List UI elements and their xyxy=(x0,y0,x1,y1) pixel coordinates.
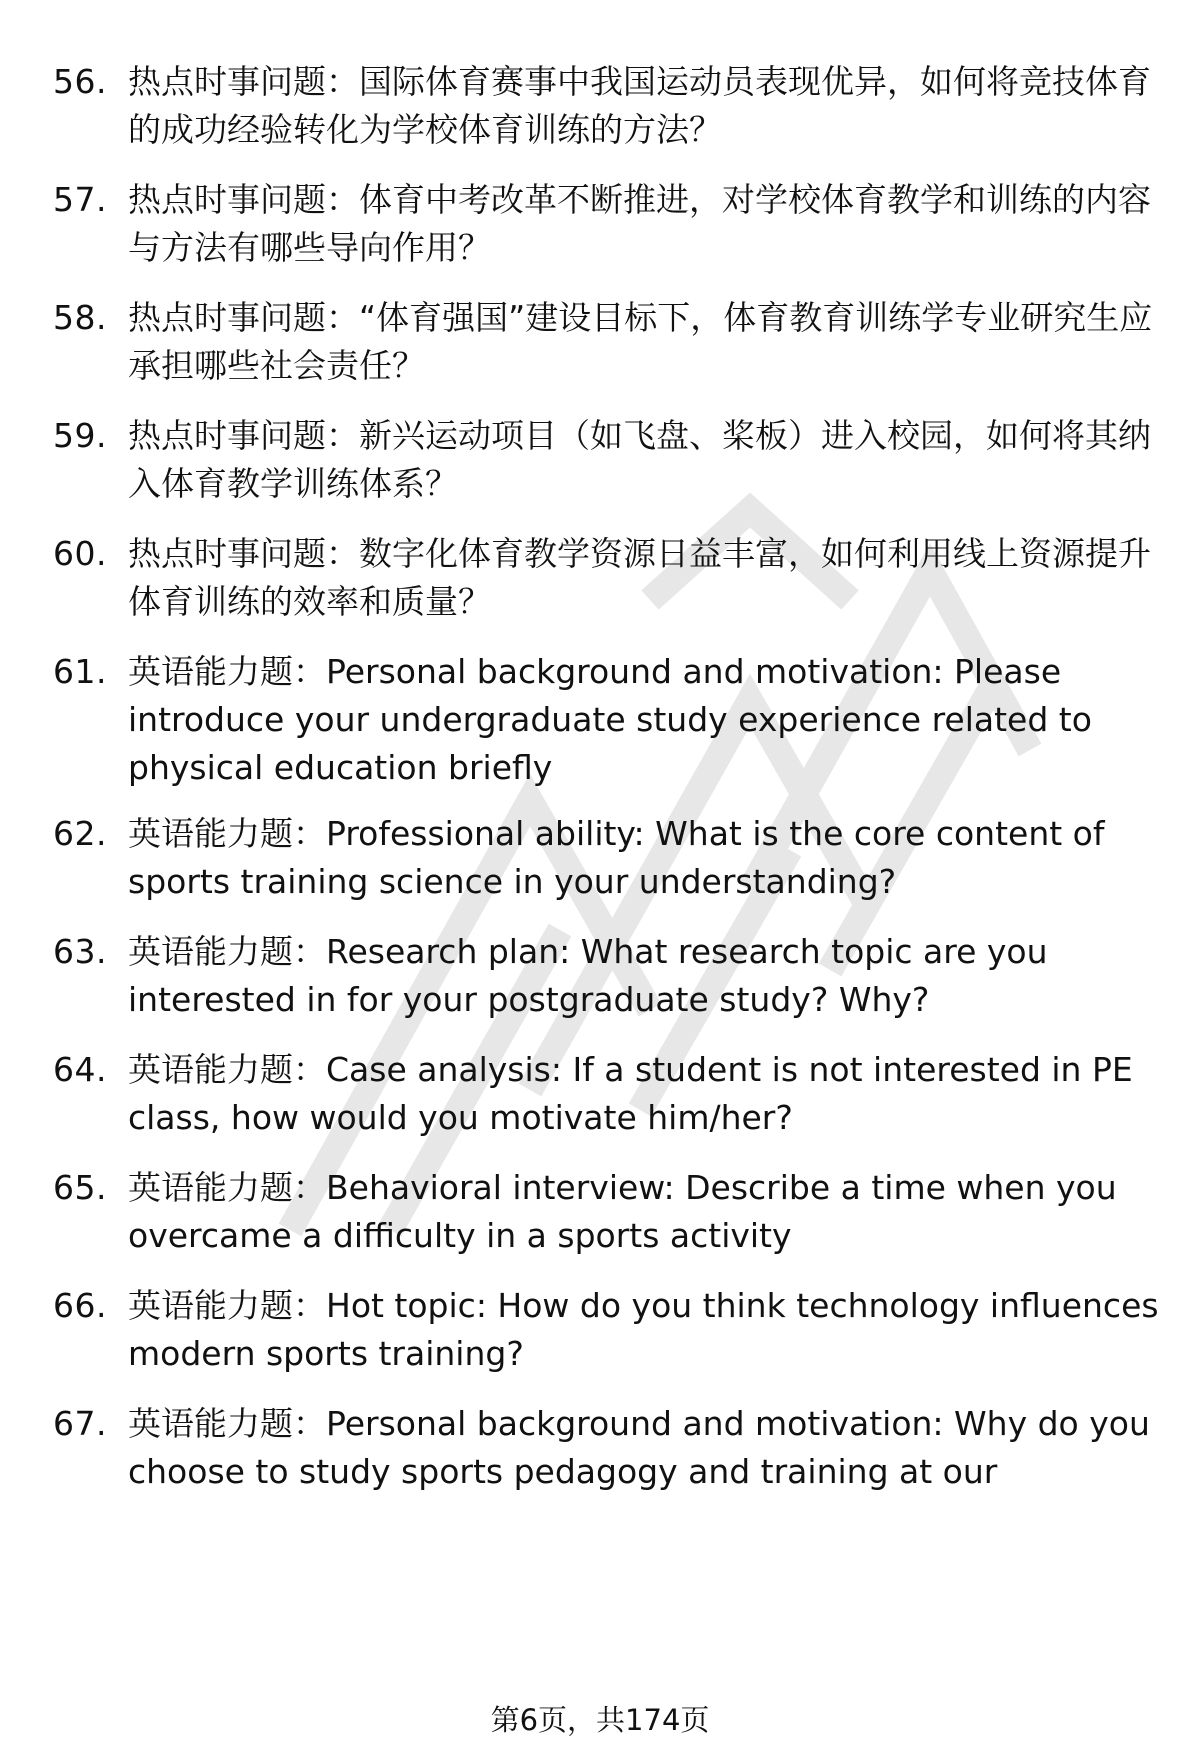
question-item-60 xyxy=(53,530,1163,626)
question-text: Personal background and motivation: Why do you choose to study sports pedagogy and training at our xyxy=(128,1404,1150,1491)
question-body xyxy=(128,1282,1163,1378)
question-item-66 xyxy=(53,1282,1163,1378)
question-category: 英语能力题： xyxy=(128,814,326,853)
question-category: 英语能力题： xyxy=(128,1286,326,1325)
question-body xyxy=(128,294,1163,390)
question-number: 56. xyxy=(53,62,107,101)
question-text: Hot topic: How do you think technology influences modern sports training? xyxy=(128,1286,1159,1373)
question-body xyxy=(128,412,1163,508)
question-category: 热点时事问题： xyxy=(128,62,359,101)
question-category: 热点时事问题： xyxy=(128,416,359,455)
question-item-56 xyxy=(53,58,1163,154)
question-item-58 xyxy=(53,294,1163,390)
question-body xyxy=(128,1164,1163,1260)
question-body xyxy=(128,530,1163,626)
question-number: 62. xyxy=(53,814,107,853)
question-category: 英语能力题： xyxy=(128,1404,326,1443)
question-body xyxy=(128,648,1163,792)
question-text: Behavioral interview: Describe a time when you overcame a difficulty in a sports activity xyxy=(128,1168,1117,1255)
question-number: 67. xyxy=(53,1404,107,1443)
question-item-63 xyxy=(53,928,1163,1024)
question-body xyxy=(128,928,1163,1024)
question-category: 热点时事问题： xyxy=(128,534,359,573)
question-number: 66. xyxy=(53,1286,107,1325)
question-text: 国际体育赛事中我国运动员表现优异，如何将竞技体育的成功经验转化为学校体育训练的方法？ xyxy=(128,62,1151,149)
question-number: 61. xyxy=(53,652,107,691)
question-body xyxy=(128,810,1163,906)
question-item-57 xyxy=(53,176,1163,272)
page-indicator: 第6页，共174页 xyxy=(490,1703,710,1737)
question-category: 英语能力题： xyxy=(128,932,326,971)
question-text: Professional ability: What is the core content of sports training science in your understanding? xyxy=(128,814,1105,901)
question-text: Research plan: What research topic are you interested in for your postgraduate study? Why? xyxy=(128,932,1048,1019)
question-body xyxy=(128,1400,1163,1496)
question-number: 63. xyxy=(53,932,107,971)
question-number: 65. xyxy=(53,1168,107,1207)
question-text: “体育强国”建设目标下，体育教育训练学专业研究生应承担哪些社会责任？ xyxy=(128,298,1153,385)
question-body xyxy=(128,58,1163,154)
question-body xyxy=(128,176,1163,272)
question-category: 英语能力题： xyxy=(128,652,326,691)
question-text: 数字化体育教学资源日益丰富，如何利用线上资源提升体育训练的效率和质量？ xyxy=(128,534,1151,621)
question-item-59 xyxy=(53,412,1163,508)
question-number: 64. xyxy=(53,1050,107,1089)
question-text: Personal background and motivation: Please introduce your undergraduate study experience related to physical education briefly xyxy=(128,652,1092,787)
question-item-62 xyxy=(53,810,1163,906)
question-text: 新兴运动项目（如飞盘、桨板）进入校园，如何将其纳入体育教学训练体系？ xyxy=(128,416,1151,503)
question-number: 59. xyxy=(53,416,107,455)
question-item-67 xyxy=(53,1400,1163,1496)
question-category: 热点时事问题： xyxy=(128,180,359,219)
question-item-65 xyxy=(53,1164,1163,1260)
question-item-61 xyxy=(53,648,1163,792)
question-number: 60. xyxy=(53,534,107,573)
question-item-64 xyxy=(53,1046,1163,1142)
question-body xyxy=(128,1046,1163,1142)
question-text: Case analysis: If a student is not interested in PE class, how would you motivate him/her? xyxy=(128,1050,1133,1137)
question-text: 体育中考改革不断推进，对学校体育教学和训练的内容与方法有哪些导向作用？ xyxy=(128,180,1151,267)
question-category: 英语能力题： xyxy=(128,1050,326,1089)
question-category: 热点时事问题： xyxy=(128,298,359,337)
question-number: 57. xyxy=(53,180,107,219)
question-category: 英语能力题： xyxy=(128,1168,326,1207)
question-number: 58. xyxy=(53,298,107,337)
